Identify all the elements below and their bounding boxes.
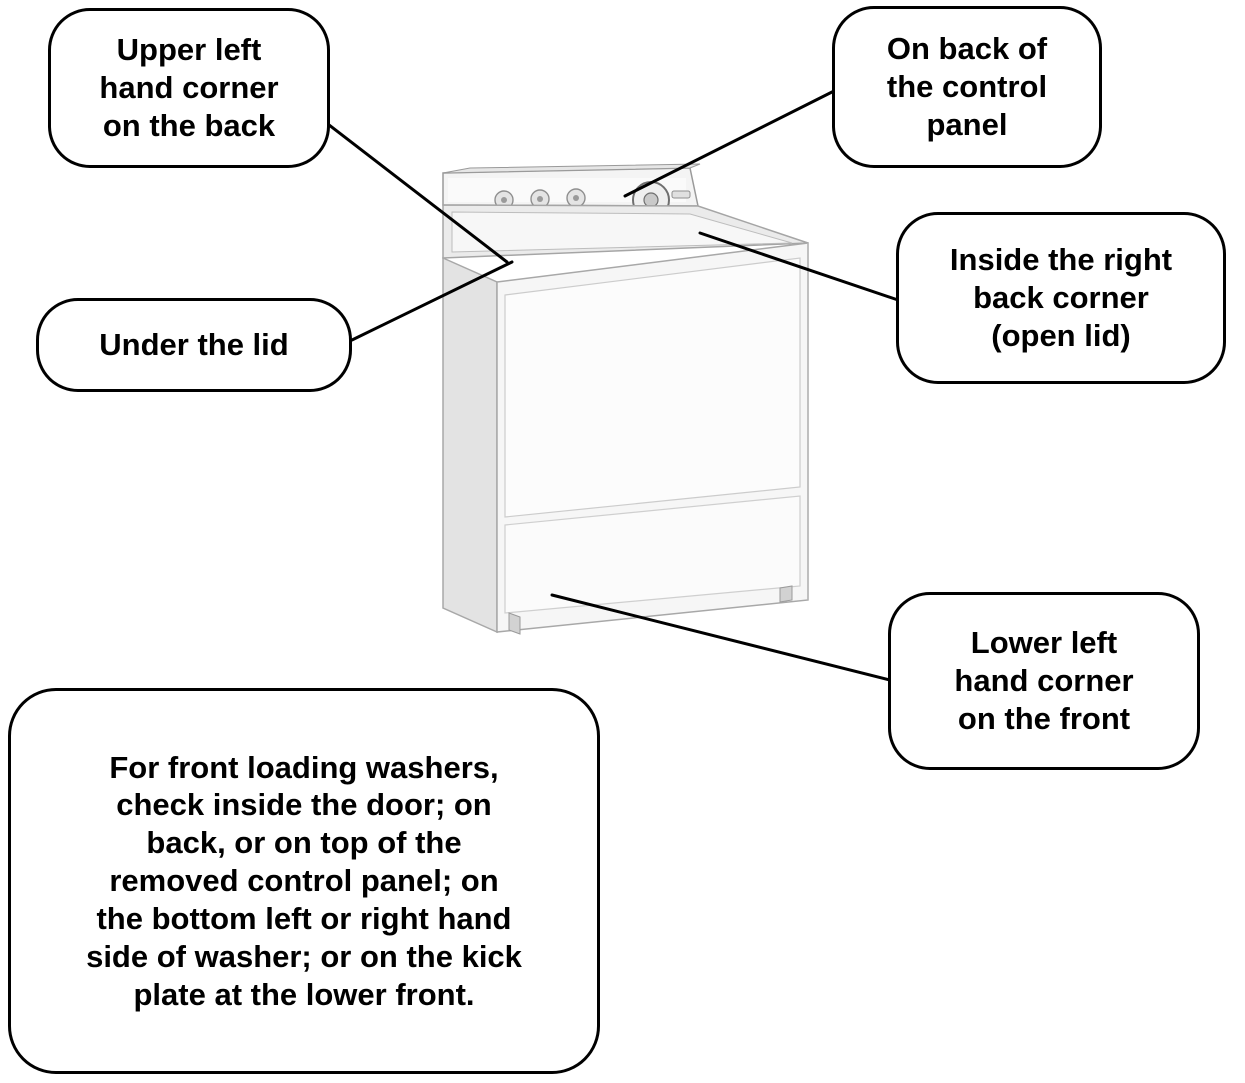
leader-line-inside-right-back xyxy=(700,233,898,300)
callout-line: Inside the right xyxy=(949,242,1173,278)
callout-back-of-control-panel xyxy=(832,6,1102,168)
callout-line: on the front xyxy=(957,700,1131,736)
leader-line-back-of-control-panel xyxy=(625,90,836,196)
callout-line: On back of xyxy=(886,31,1048,67)
callout-front-loading-note xyxy=(8,688,600,1074)
callout-line: hand corner xyxy=(99,70,279,106)
callout-upper-left-back xyxy=(48,8,330,168)
callout-line: Lower left xyxy=(970,625,1118,661)
callout-line: panel xyxy=(926,106,1008,142)
callout-line: hand corner xyxy=(954,663,1134,699)
callout-inside-right-back xyxy=(896,212,1226,384)
leader-line-under-the-lid xyxy=(352,262,512,340)
callout-line: side of washer; or on the kick xyxy=(86,938,522,974)
callout-line: on the back xyxy=(102,107,276,143)
callout-line: back corner xyxy=(973,280,1149,316)
callout-line: (open lid) xyxy=(991,317,1131,353)
callout-line: check inside the door; on xyxy=(116,787,492,823)
callout-line: Under the lid xyxy=(99,327,289,363)
leader-line-upper-left-back xyxy=(320,118,507,262)
callout-line: For front loading washers, xyxy=(109,749,499,785)
callout-lower-left-front xyxy=(888,592,1200,770)
callout-line: plate at the lower front. xyxy=(133,976,475,1012)
callout-line: back, or on top of the xyxy=(146,825,462,861)
callout-line: the bottom left or right hand xyxy=(96,900,512,936)
callout-line: Upper left xyxy=(116,32,262,68)
callout-line: removed control panel; on xyxy=(109,863,499,899)
washer-body xyxy=(443,164,808,634)
callout-under-the-lid xyxy=(36,298,352,392)
callout-line: the control xyxy=(886,69,1048,105)
leader-line-lower-left-front xyxy=(552,595,890,680)
